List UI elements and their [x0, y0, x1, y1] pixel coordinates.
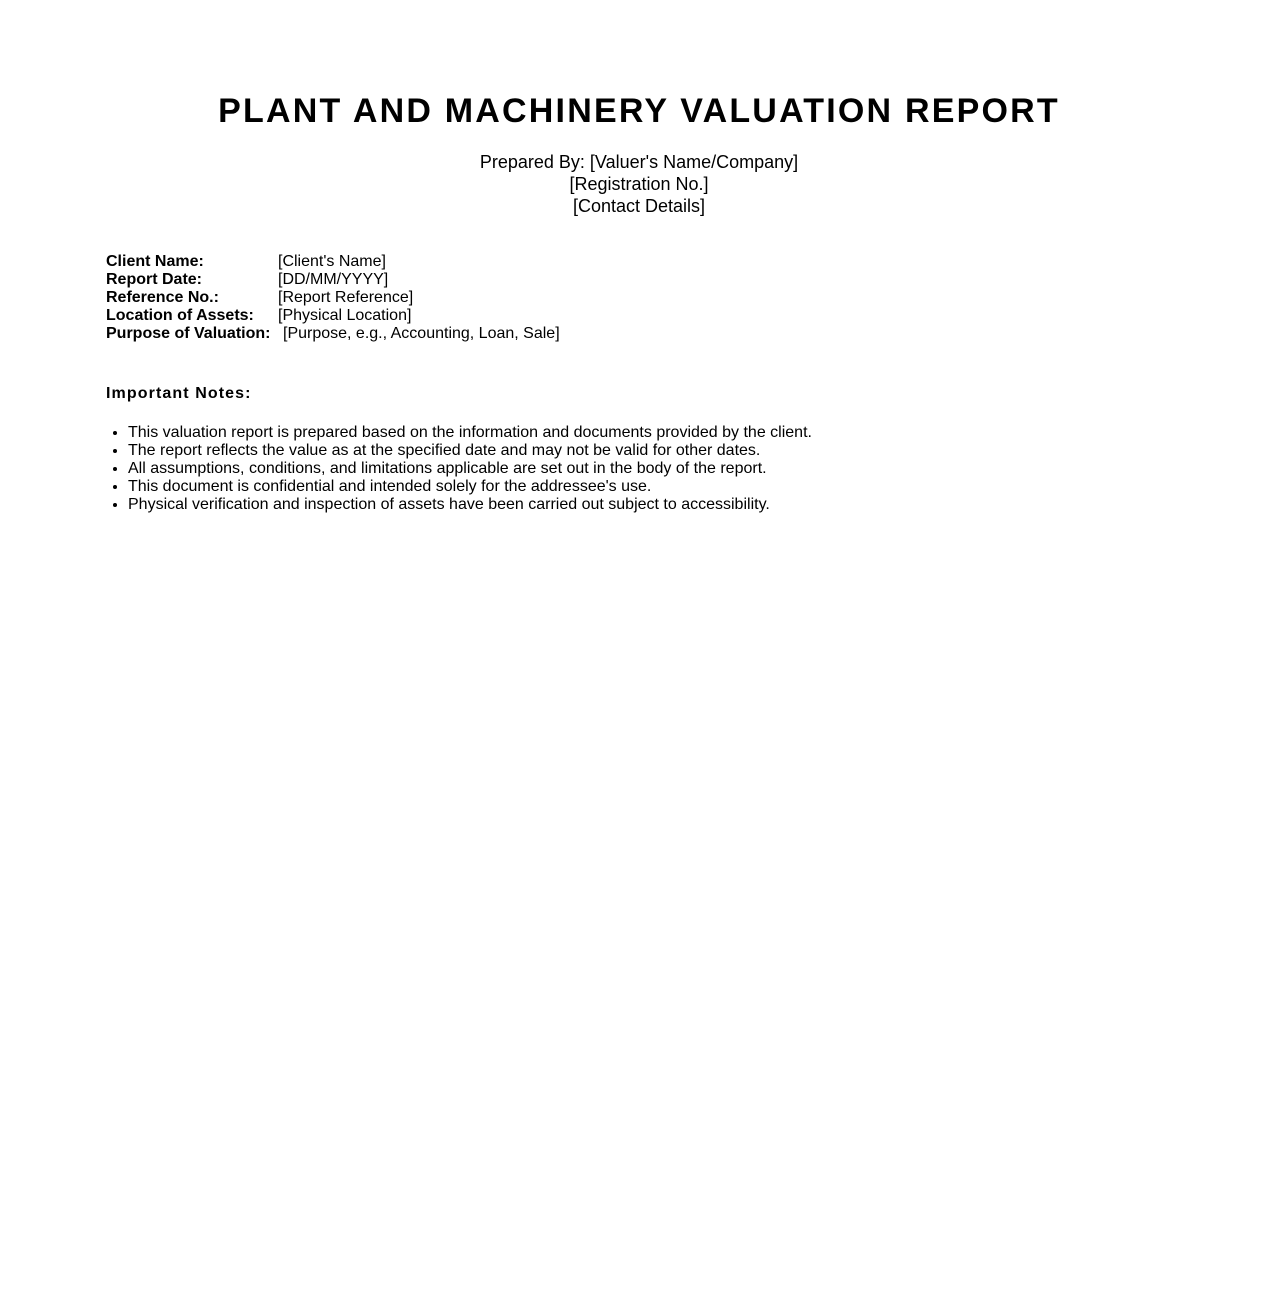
contact-line: [Contact Details] [572, 196, 706, 216]
registration-line: [Registration No.] [569, 174, 709, 194]
note-item: • All assumptions, conditions, and limitations applicable are set out in the body of the report. [128, 460, 812, 478]
info-label: Reference No.: [106, 289, 219, 306]
info-row-reference-no [106, 289, 560, 307]
important-notes-heading: Important Notes: [106, 385, 252, 402]
info-value: [Report Reference] [278, 289, 414, 306]
info-value: [Purpose, e.g., Accounting, Loan, Sale] [283, 325, 560, 342]
info-row-purpose [106, 325, 560, 343]
info-label: Client Name: [106, 253, 204, 270]
info-value: [DD/MM/YYYY] [278, 271, 389, 288]
info-value: [Physical Location] [278, 307, 412, 324]
prepared-by-line: Prepared By: [Valuer's Name/Company] [479, 152, 799, 172]
info-label: Purpose of Valuation: [106, 325, 271, 342]
info-label: Report Date: [106, 271, 203, 288]
note-item: • This valuation report is prepared based on the information and documents provided by the client. [128, 424, 812, 442]
note-item: • This document is confidential and intended solely for the addressee's use. [128, 478, 812, 496]
report-title: PLANT AND MACHINERY VALUATION REPORT [218, 92, 1060, 130]
info-row-client-name [106, 253, 560, 271]
note-item: • The report reflects the value as at the specified date and may not be valid for other dates. [128, 442, 812, 460]
note-item: • Physical verification and inspection of assets have been carried out subject to accessibility. [128, 496, 812, 514]
info-value: [Client's Name] [278, 253, 386, 270]
report-info-table [106, 253, 560, 343]
preparer-block [0, 151, 1278, 217]
info-row-report-date [106, 271, 560, 289]
info-row-location [106, 307, 560, 325]
important-notes-list [106, 424, 812, 514]
info-label: Location of Assets: [106, 307, 254, 324]
